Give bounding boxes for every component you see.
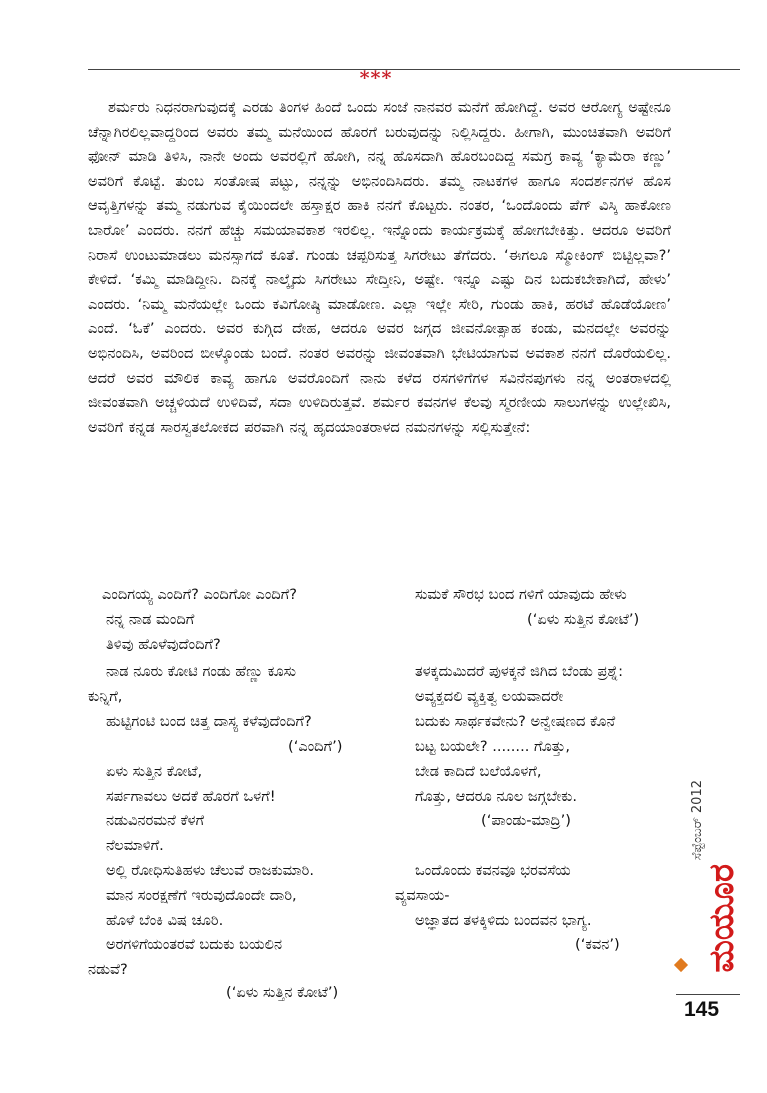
diamond-bullet-icon [674,958,688,972]
poem-line: ಎಂದಿಗಯ್ಯ ಎಂದಿಗೆ? ಎಂದಿಗೋ ಎಂದಿಗೆ? [102,586,297,603]
section-ornament: *** [359,67,393,89]
poem-line: ಬೇಡ ಕಾದಿದೆ ಬಲೆಯೊಳಗೆ, [415,763,542,780]
poem-citation: (‘ಪಾಂಡು-ಮಾದ್ರಿ’) [481,812,571,829]
page-number: 145 [684,998,720,1021]
body-paragraph: ಶರ್ಮರು ನಿಧನರಾಗುವುದಕ್ಕೆ ಎರಡು ತಿಂಗಳ ಹಿಂದೆ ಒಂದು ಸಂಜೆ ನಾನವರ ಮನೆಗೆ ಹೋಗಿದ್ದೆ. ಅವರ ಆರೋಗ್ಯ ಅಷ್ಟೇನೂ ಚೆನ್ನಾಗಿರಲಿಲ್ಲವಾದ್ದರಿಂದ ಅವರು ತಮ್ಮ ಮನೆಯಿಂದ ಹೊರಗೆ ಬರುವುದನ್ನು ನಿಲ್ಲಿಸಿದ್ದರು. ಹೀಗಾಗಿ, ಮುಂಚಿತವಾಗಿ ಅವರಿಗೆ ಫೋನ್ ಮಾಡಿ ತಿಳಿಸಿ, ನಾನೇ ಅಂದು ಅವರಲ್ಲಿಗೆ ಹೋಗಿ, ನನ್ನ ಹೊಸದಾಗಿ ಹೊರಬಂದಿದ್ದ ಸಮಗ್ರ ಕಾವ್ಯ ‘ಕ್ಯಾಮೆರಾ ಕಣ್ಣು’ ಅವರಿಗೆ ಕೊಟ್ಟೆ. ತುಂಬ ಸಂತೋಷ ಪಟ್ಟು, ನನ್ನನ್ನು ಅಭಿನಂದಿಸಿದರು. ತಮ್ಮ ನಾಟಕಗಳ ಹಾಗೂ ಸಂದರ್ಶನಗಳ ಹೊಸ ಆವೃತ್ತಿಗಳನ್ನು ತಮ್ಮ ನಡುಗುವ ಕೈಯಿಂದಲೇ ಹಸ್ತಾಕ್ಷರ ಹಾಕಿ ನನಗೆ ಕೊಟ್ಟರು. ನಂತರ, ‘ಒಂದೊಂದು ಪೆಗ್ ವಿಸ್ಕಿ ಹಾಕೋಣ ಬಾರೋ’ ಎಂದರು. ನನಗೆ ಹೆಚ್ಚು ಸಮಯಾವಕಾಶ ಇರಲಿಲ್ಲ. ಇನ್ನೊಂದು ಕಾರ್ಯಕ್ರಮಕ್ಕೆ ಹೋಗಬೇಕಿತ್ತು. ಆದರೂ ಅವರಿಗೆ ನಿರಾಸೆ ಉಂಟುಮಾಡಲು ಮನಸ್ಸಾಗದೆ ಕೂತೆ. ಗುಂಡು ಚಪ್ಪರಿಸುತ್ತ ಸಿಗರೇಟು ತೆಗೆದರು. ‘ಈಗಲೂ ಸ್ಮೋಕಿಂಗ್ ಬಿಟ್ಟಿಲ್ಲವಾ?’ ಕೇಳಿದೆ. ‘ಕಮ್ಮಿ ಮಾಡಿದ್ದೀನಿ. ದಿನಕ್ಕೆ ನಾಲ್ಕೈದು ಸಿಗರೇಟು ಸೇದ್ತೀನಿ, ಅಷ್ಟೇ. ಇನ್ನೂ ಎಷ್ಟು ದಿನ ಬದುಕಬೇಕಾಗಿದೆ, ಹೇಳು’ ಎಂದರು. ‘ನಿಮ್ಮ ಮನೆಯಲ್ಲೇ ಒಂದು ಕವಿಗೋಷ್ಠಿ ಮಾಡೋಣ. ಎಲ್ಲಾ ಇಲ್ಲೇ ಸೇರಿ, ಗುಂಡು ಹಾಕಿ, ಹರಟೆ ಹೊಡೆಯೋಣ’ ಎಂದೆ. ‘ಓಕೆ’ ಎಂದರು. ಅವರ ಕುಗ್ಗಿದ ದೇಹ, ಆದರೂ ಅವರ ಜಗ್ಗದ ಜೀವನೋತ್ಸಾಹ ಕಂಡು, ಮನದಲ್ಲೇ ಅವರನ್ನು ಅಭಿನಂದಿಸಿ, ಅವರಿಂದ ಬೀಳ್ಕೊಂಡು ಬಂದೆ. ನಂತರ ಅವರನ್ನು ಜೀವಂತವಾಗಿ ಭೇಟಿಯಾಗುವ ಅವಕಾಶ ನನಗೆ ದೊರೆಯಲಿಲ್ಲ. ಆದರೆ ಅವರ ಮೌಲಿಕ ಕಾವ್ಯ ಹಾಗೂ ಅವರೊಂದಿಗೆ ನಾನು ಕಳೆದ ರಸಗಳಿಗೆಗಳ ಸವಿನೆನಪುಗಳು ನನ್ನ ಅಂತರಾಳದಲ್ಲಿ ಜೀವಂತವಾಗಿ ಅಚ್ಚಳಿಯದೆ ಉಳಿದಿವೆ, ಸದಾ ಉಳಿದಿರುತ್ತವೆ. ಶರ್ಮರ ಕವನಗಳ ಕೆಲವು ಸ್ಮರಣೀಯ ಸಾಲುಗಳನ್ನು ಉಲ್ಲೇಖಿಸಿ, ಅವರಿಗೆ ಕನ್ನಡ ಸಾರಸ್ವತಲೋಕದ ಪರವಾಗಿ ನನ್ನ ಹೃದಯಾಂತರಾಳದ ನಮನಗಳನ್ನು ಸಲ್ಲಿಸುತ್ತೇನೆ: [88,99,671,436]
poem-line: ಗೊತ್ತು, ಆದರೂ ನೂಲ ಜಗ್ಗಬೇಕು. [415,788,578,805]
footer-rule [676,994,740,995]
poem-citation: (‘ಕವನ’) [575,936,620,953]
poem-line: ಒಂದೊಂದು ಕವನವೂ ಭರವಸೆಯ [415,862,571,879]
poem-line: ಅವ್ಯಕ್ತದಲಿ ವ್ಯಕ್ತಿತ್ವ ಲಯವಾದರೇ [415,688,564,705]
poem-citation: (‘ಎಂದಿಗೆ’) [288,738,343,755]
poem-line: ಕುನ್ನಿಗೆ, [88,688,123,705]
poem-line: ಸರ್ಪಗಾವಲು ಅದಕೆ ಹೊರಗೆ ಒಳಗೆ! [106,788,276,805]
poem-line: ಮಾನ ಸಂರಕ್ಷಣೆಗೆ ಇರುವುದೊಂದೇ ದಾರಿ, [106,887,297,904]
poem-line: ನಾಡ ನೂರು ಕೋಟಿ ಗಂಡು ಹೆಣ್ಣು ಕೂಸು [106,663,297,680]
poem-line: ನಡುವೆ? [88,961,128,978]
magazine-branding [676,864,742,984]
poem-line: ಸುಮಕೆ ಸೌರಭ ಬಂದ ಗಳಿಗೆ ಯಾವುದು ಹೇಳು [415,586,627,603]
poem-line: ಅರಗಳಿಗೆಯಂತರವೆ ಬದುಕು ಬಯಲಿನ [106,936,283,953]
magazine-logo: ಮಯೂರ [702,864,742,973]
poem-citation: (‘ಏಳು ಸುತ್ತಿನ ಕೋಟೆ’) [527,611,640,628]
poem-line: ಹುಟ್ಟಿಗಂಟಿ ಬಂದ ಚಿತ್ತ ದಾಸ್ಯ ಕಳೆವುದೆಂದಿಗೆ? [106,713,312,730]
poem-line: ಅಲ್ಲಿ ರೋಧಿಸುತಿಹಳು ಚೆಲುವೆ ರಾಜಕುಮಾರಿ. [106,862,315,879]
poem-line: ನನ್ನ ನಾಡ ಮಂದಿಗೆ [106,611,195,628]
poem-citation: (‘ಏಳು ಸುತ್ತಿನ ಕೋಟೆ’) [226,984,339,1001]
poem-line: ವ್ಯವಸಾಯ- [395,887,450,904]
poem-line: ನಡುವಿನರಮನೆ ಕೆಳಗೆ [106,812,205,829]
poem-line: ಬಟ್ಟ ಬಯಲೇ? ........ ಗೊತ್ತು, [415,738,571,755]
poem-line: ಏಳು ಸುತ್ತಿನ ಕೋಟೆ, [106,763,203,780]
poem-line: ತಿಳಿವು ಹೊಳೆವುದೆಂದಿಗೆ? [106,636,221,653]
top-rule [88,69,740,70]
issue-date: ಸೆಪ್ಟೆಂಬರ್ 2012 [690,780,705,861]
poem-line: ತಳಕ್ಕದುಮಿದರೆ ಪುಳಕ್ಕನೆ ಜಿಗಿದ ಬೆಂಡು ಪ್ರಶ್ನೆ: [415,663,624,680]
poem-line: ಹೊಳೆ ಬೆಂಕಿ ವಿಷ ಚೂರಿ. [106,912,224,929]
poem-line: ಅಜ್ಞಾತದ ತಳಕ್ಕಿಳಿದು ಬಂದವನ ಭಾಗ್ಯ. [415,912,592,929]
poem-line: ನೆಲಮಾಳಿಗೆ. [106,837,164,854]
poem-line: ಬದುಕು ಸಾರ್ಥಕವೇನು? ಅನ್ವೇಷಣದ ಕೊನೆ [415,713,616,730]
